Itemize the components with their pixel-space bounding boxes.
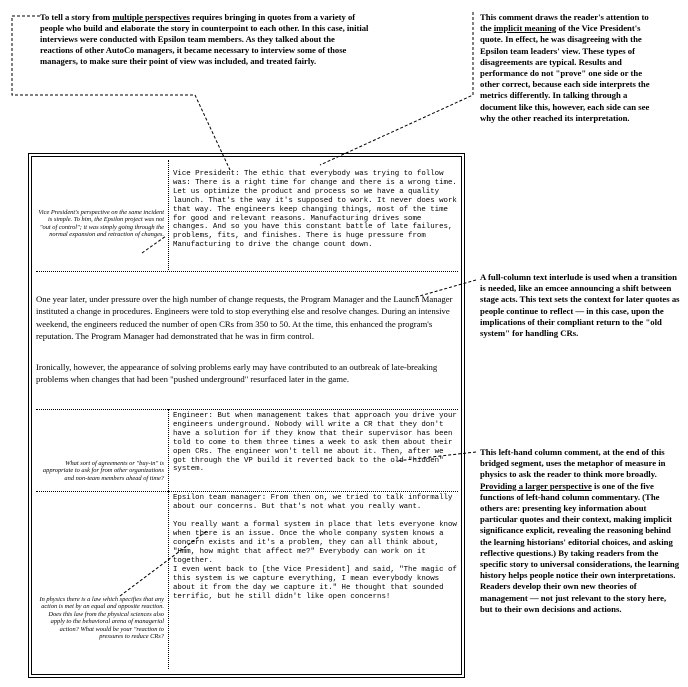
right-note-1-emphasis: implicit meaning <box>493 23 557 34</box>
right-note-1-text-2: of the Vice President's quote. In effect, he was disagreeing with the Epsilon team leaders' view. These types of disagreements are typical. Results and performance do not "prove" one side or the other correct, because each side interprets the metrics differently. In talking through a document like this, however, each side can see why the other reached its interpretation. <box>480 23 650 123</box>
quote-engineer: Engineer: But when management takes that approach you drive your engineers underground. Nobody will write a CR that they don't have a solution for if they know that their supervisor has been told to come to them three times a week to ask them about their open CRs. The engineer won't tell me about it. Then, after we got through the VP build it reverted back to the old "hidden" system. <box>173 412 457 474</box>
right-comment-implicit-meaning <box>480 12 656 124</box>
right-comment-larger-perspective <box>480 447 680 615</box>
right-note-2-text: A full-column text interlude is used when a transition is needed, like an emcee announcing a shift between stage acts. This text sets the context for later quotes as people continue to reflect — in this case, upon the implications of their compliant return to the "old system" for handling CRs. <box>480 272 680 339</box>
top-note-emphasis: multiple perspectives <box>112 12 190 22</box>
quote-vice-president: Vice President: The ethic that everybody was trying to follow was: There is a right time for change and there is a wrong time. Let us optimize the product and process so we have a quality launch. That's the way it's supposed to work. It never does work that way. The engineers keep changing things, most of the time for good and relevant reasons. Manufacturing drives some changes. And so you have this constant battle of late failures, problems, fits, and finishes. There is huge pressure from Manufacturing to drive the change count down. <box>173 170 457 250</box>
right-note-3-text-2: is one of the five functions of left-hand column commentary. (The others are: presenting key information about particular quotes and their context, making implicit significance explicit, revealing the reasoning behind the learning historians' editorial choices, and asking reflective questions.) By taking readers from the specific story to universal considerations, the learning history helps people notice their own interpretations. Readers develop their own new theories of management — not just relevant to the story here, but to their own decisions and actions. <box>480 480 680 614</box>
interlude-paragraph-1: One year later, under pressure over the high number of change requests, the Program Manager and the Launch Manager instituted a change in procedures. Engineers were told to stop everything else and resolve changes. During an intensive weekend, the engineers reduced the number of open CRs from 350 to 50. At the time, this enhanced the program's reputation. The Program Manager had demonstrated that he was in firm control. <box>36 294 453 341</box>
side-comment-buy-in: What sort of agreements or "buy-in" is appropriate to ask for from other organizations and non-team members ahead of time? <box>42 460 164 482</box>
right-comment-interlude <box>480 272 680 339</box>
quote-team-manager-1: Epsilon team manager: From then on, we tried to talk informally about our concerns. But that's not what you really want. <box>173 494 453 511</box>
side-comment-physics-law: In physics there is a law which specifies that any action is met by an equal and opposite reaction. Does this law from the physical sciences also apply to the behavioral arena of managerial action? What would be your "reaction to pressures to reduce CRs? <box>39 596 164 641</box>
right-note-1-text-1: This comment draws the reader's attention to the <box>480 12 649 34</box>
side-comment-vice-president: Vice President's perspective on the same incident is simple. To him, the Epsilon project was not "out of control"; it was simply going through the normal expansion and retraction of changes. <box>38 209 164 239</box>
segment-divider-2 <box>36 409 458 410</box>
column-divider-1 <box>168 160 169 270</box>
top-note-text-1: To tell a story from <box>40 12 113 22</box>
top-note-text-2: requires bringing in quotes from a variety of people who build and elaborate the story in counterpoint to each other. In this case, initial interviews were conducted with Epsilon team members. As they talked about the reactions of other AutoCo managers, it became necessary to interview some of those managers, to make sure their point of view was included, and treated fairly. <box>40 12 369 66</box>
right-note-3-emphasis: Providing a larger perspective <box>480 480 592 491</box>
quote-team-manager-3: I even went back to [the Vice President] and said, "The magic of this system is we capture everything, I mean everybody knows about it from the day we capture it." He thought that sounded terrific, but he still didn't like open concerns! <box>173 566 457 601</box>
segment-divider-1 <box>36 271 458 272</box>
top-commentary-note <box>40 12 370 88</box>
quote-team-manager-2: You really want a formal system in place that lets everyone know when there is an issue. Once the whole company system knows a concern exists and it's a problem, they can all think about, "Hmm, how might that affect me?" Everybody can work on it together. <box>173 521 457 565</box>
column-divider-3 <box>168 491 169 669</box>
interlude-paragraph-2: Ironically, however, the appearance of solving problems early may have contributed to an outbreak of late-breaking problems when changes that had been "pushed underground" resurfaced later in the game. <box>36 362 438 385</box>
right-note-3-text-1: This left-hand column comment, at the end of this bridged segment, uses the metaphor of measure in physics to ask the reader to think more broadly. <box>480 447 666 480</box>
column-divider-2 <box>168 409 169 491</box>
segment-divider-3 <box>36 491 458 492</box>
